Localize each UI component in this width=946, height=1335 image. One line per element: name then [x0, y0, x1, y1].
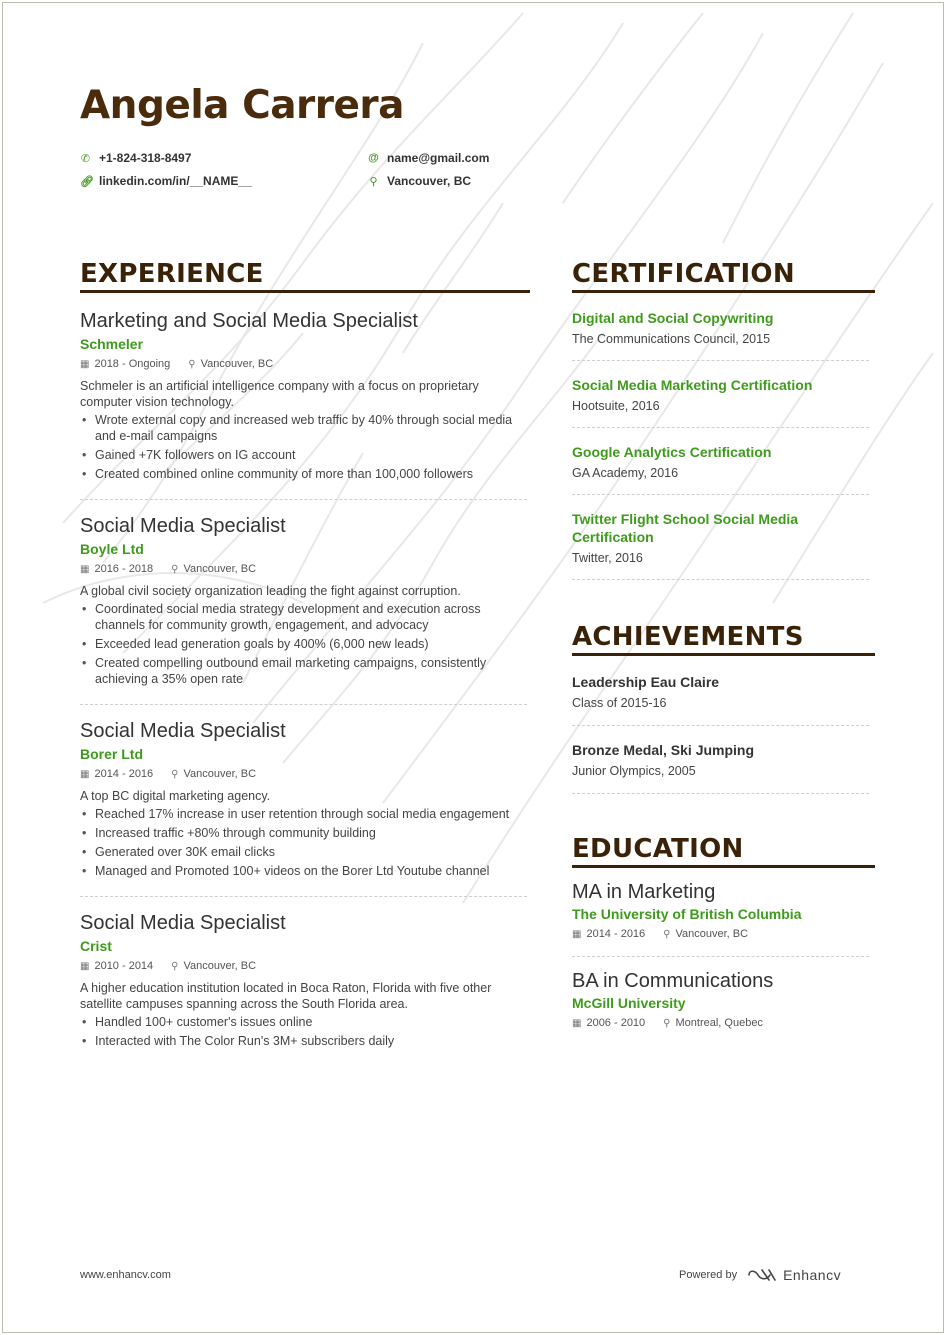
education-location: Vancouver, BC	[675, 928, 749, 940]
job-bullet: • Exceeded lead generation goals by 400% (6,000 new leads)	[80, 636, 527, 652]
job-bullet: • Created combined online community of more than 100,000 followers	[80, 466, 527, 482]
location-pin-icon: ⚲	[171, 769, 179, 780]
certification-name: Google Analytics Certification	[572, 444, 772, 460]
location-contact	[368, 174, 471, 188]
phone-text: +1-824-318-8497	[99, 151, 192, 165]
resume-page	[2, 2, 944, 1333]
calendar-icon: ▦	[80, 359, 90, 370]
candidate-name: Angela Carrera	[80, 83, 404, 128]
achievement-detail: Class of 2015-16	[572, 696, 667, 710]
calendar-icon: ▦	[80, 769, 90, 780]
at-icon: @	[368, 152, 379, 164]
phone-icon: ✆	[80, 152, 91, 165]
job-bullet: • Handled 100+ customer's issues online	[80, 1014, 527, 1030]
job-meta	[80, 959, 527, 974]
job-description: A global civil society organization leading the fight against corruption.	[80, 584, 461, 598]
brand-name: Enhancv	[783, 1267, 842, 1283]
right-column	[572, 259, 875, 1045]
job-bullet: • Created compelling outbound email marketing campaigns, consistently achieving a 35% open rate	[80, 655, 527, 687]
achievement-name: Bronze Medal, Ski Jumping	[572, 742, 755, 758]
achievement-name: Leadership Eau Claire	[572, 674, 720, 690]
calendar-icon: ▦	[80, 961, 90, 972]
experience-item	[80, 705, 527, 897]
location-text: Vancouver, BC	[387, 174, 472, 188]
job-bullet: • Gained +7K followers on IG account	[80, 447, 527, 463]
certification-issuer: The Communications Council, 2015	[572, 332, 771, 346]
achievement-item	[572, 656, 869, 726]
school-name: McGill University	[572, 995, 686, 1011]
education-meta	[572, 1016, 869, 1031]
certification-item	[572, 293, 869, 361]
job-title: Social Media Specialist	[80, 912, 286, 934]
company-name: Borer Ltd	[80, 746, 143, 762]
job-dates: 2010 - 2014	[94, 960, 154, 972]
job-location: Vancouver, BC	[183, 960, 257, 972]
footer-branding	[679, 1267, 841, 1283]
certification-item	[572, 495, 869, 580]
certification-name: Digital and Social Copywriting	[572, 310, 774, 326]
location-pin-icon: ⚲	[188, 359, 196, 370]
job-meta	[80, 562, 527, 577]
education-dates: 2014 - 2016	[586, 928, 646, 940]
certification-item	[572, 361, 869, 428]
brand-logo[interactable]	[747, 1267, 841, 1283]
certification-heading: CERTIFICATION	[572, 259, 875, 293]
degree-name: BA in Communications	[572, 970, 774, 992]
location-pin-icon: ⚲	[171, 564, 179, 575]
job-dates: 2016 - 2018	[94, 563, 154, 575]
job-dates: 2018 - Ongoing	[94, 358, 171, 370]
experience-item	[80, 293, 527, 500]
company-name: Schmeler	[80, 336, 144, 352]
job-bullets	[80, 412, 527, 482]
linkedin-text[interactable]: linkedin.com/in/__NAME__	[99, 174, 252, 188]
job-dates: 2014 - 2016	[94, 768, 154, 780]
calendar-icon: ▦	[572, 929, 582, 940]
certification-issuer: Twitter, 2016	[572, 551, 643, 565]
job-location: Vancouver, BC	[183, 563, 257, 575]
job-bullet: • Reached 17% increase in user retention through social media engagement	[80, 806, 527, 822]
certification-issuer: GA Academy, 2016	[572, 466, 679, 480]
job-title: Social Media Specialist	[80, 720, 286, 742]
achievement-item	[572, 726, 869, 794]
education-location: Montreal, Quebec	[675, 1017, 763, 1029]
phone-contact	[80, 151, 191, 165]
job-meta	[80, 357, 527, 372]
calendar-icon: ▦	[80, 564, 90, 575]
location-pin-icon: ⚲	[369, 175, 378, 188]
education-dates: 2006 - 2010	[586, 1017, 646, 1029]
education-heading: EDUCATION	[572, 834, 875, 868]
experience-heading: EXPERIENCE	[80, 259, 530, 293]
powered-by-label: Powered by	[679, 1269, 738, 1281]
job-description: A top BC digital marketing agency.	[80, 789, 271, 803]
job-bullet: • Generated over 30K email clicks	[80, 844, 527, 860]
company-name: Crist	[80, 938, 112, 954]
experience-item	[80, 500, 527, 705]
certification-name: Social Media Marketing Certification	[572, 377, 813, 393]
degree-name: MA in Marketing	[572, 881, 716, 903]
achievement-detail: Junior Olympics, 2005	[572, 764, 696, 778]
achievements-heading: ACHIEVEMENTS	[572, 622, 875, 656]
education-meta	[572, 927, 869, 942]
school-name: The University of British Columbia	[572, 906, 802, 922]
location-pin-icon: ⚲	[663, 1018, 671, 1029]
job-location: Vancouver, BC	[183, 768, 257, 780]
job-meta	[80, 767, 527, 782]
education-item	[572, 868, 869, 957]
experience-item	[80, 897, 527, 1066]
certification-item	[572, 428, 869, 495]
enhancv-logo-icon	[747, 1267, 777, 1283]
job-title: Marketing and Social Media Specialist	[80, 310, 418, 332]
job-bullet: • Managed and Promoted 100+ videos on the Borer Ltd Youtube channel	[80, 863, 527, 879]
job-bullets	[80, 1014, 527, 1049]
job-bullets	[80, 806, 527, 879]
link-icon: 🔗︎	[80, 175, 94, 188]
calendar-icon: ▦	[572, 1018, 582, 1029]
job-bullet: • Wrote external copy and increased web traffic by 40% through social media and e-mail campaigns	[80, 412, 527, 444]
certification-issuer: Hootsuite, 2016	[572, 399, 660, 413]
linkedin-contact[interactable]	[80, 174, 252, 188]
job-bullet: • Coordinated social media strategy development and execution across channels for community growth, engagement, and advocacy	[80, 601, 527, 633]
job-bullet: • Increased traffic +80% through community building	[80, 825, 527, 841]
job-location: Vancouver, BC	[200, 358, 274, 370]
footer-website[interactable]: www.enhancv.com	[80, 1269, 171, 1281]
left-column	[80, 259, 530, 1066]
education-item	[572, 957, 869, 1045]
job-title: Social Media Specialist	[80, 515, 286, 537]
location-pin-icon: ⚲	[663, 929, 671, 940]
job-bullet: • Interacted with The Color Run's 3M+ subscribers daily	[80, 1033, 527, 1049]
email-contact[interactable]	[368, 151, 489, 165]
location-pin-icon: ⚲	[171, 961, 179, 972]
company-name: Boyle Ltd	[80, 541, 144, 557]
job-description: A higher education institution located in Boca Raton, Florida with five other satellite campuses spanning across the South Florida area.	[80, 981, 492, 1011]
job-description: Schmeler is an artificial intelligence company with a focus on proprietary computer vision technology.	[80, 379, 479, 409]
job-bullets	[80, 601, 527, 687]
certification-name: Twitter Flight School Social Media Certification	[572, 511, 799, 545]
email-text[interactable]: name@gmail.com	[387, 151, 490, 165]
